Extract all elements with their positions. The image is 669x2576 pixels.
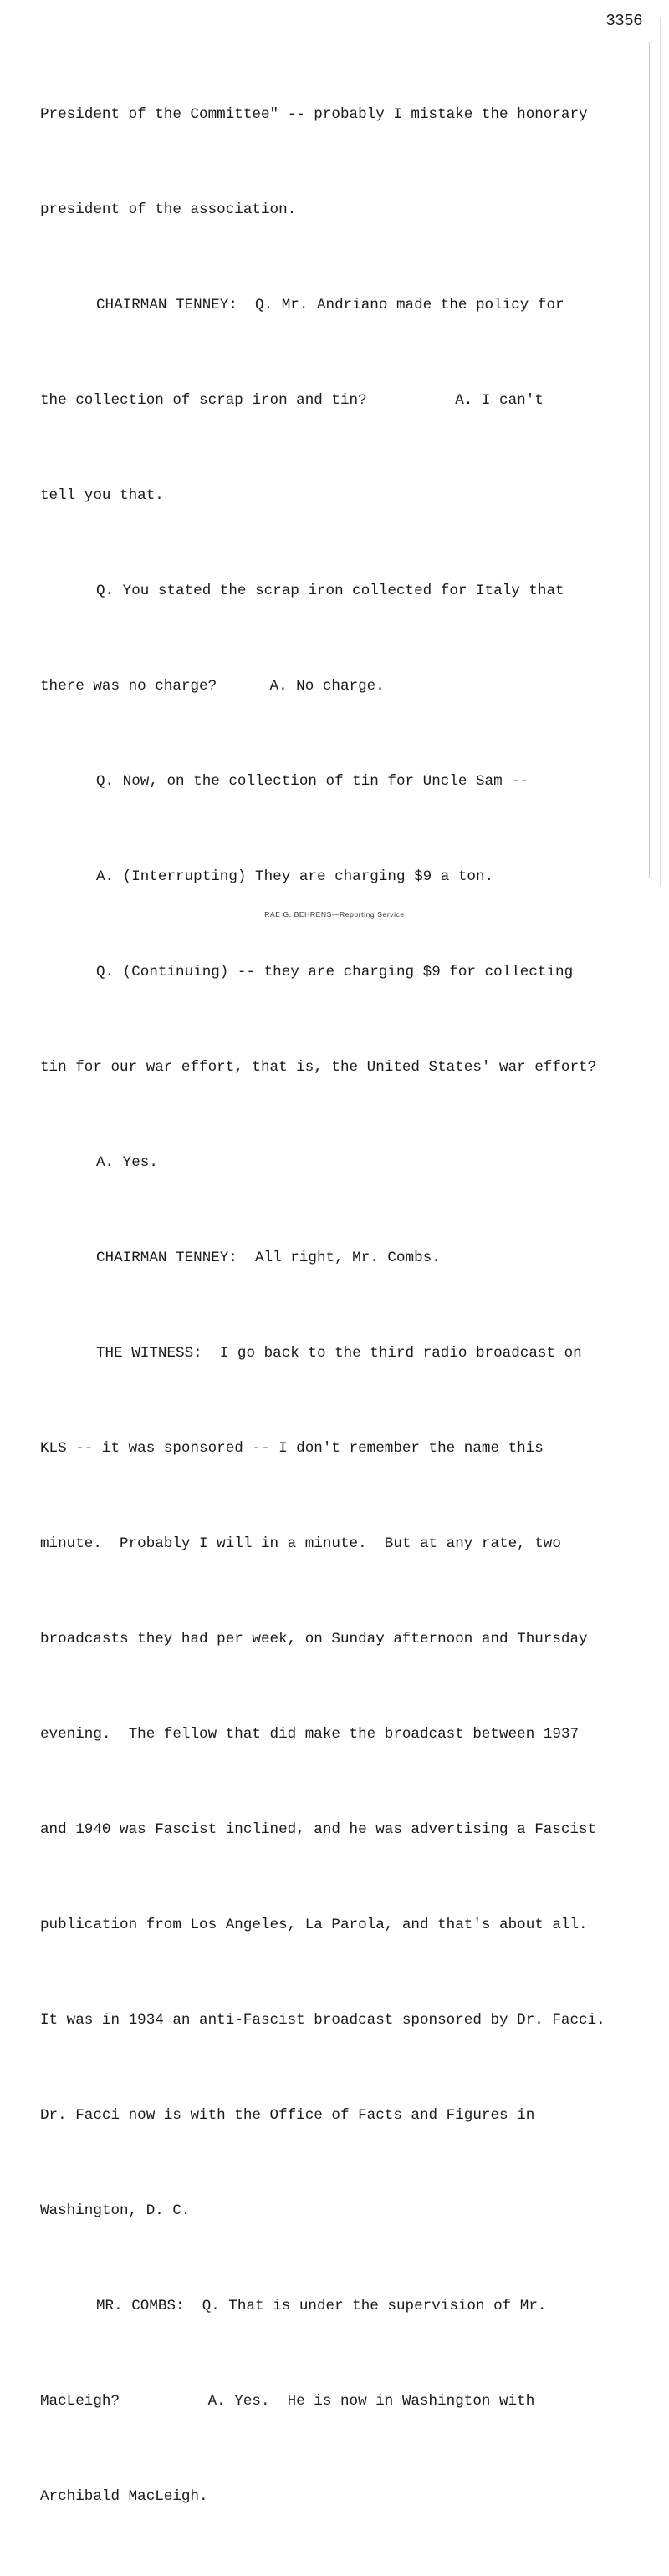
transcript-line: Washington, D. C. <box>40 2202 191 2219</box>
transcript-line: THE WITNESS: I go back to the third radio broadcast on <box>96 1345 582 1362</box>
transcript-line: It was in 1934 an anti-Fascist broadcast sponsored by Dr. Facci. <box>40 2012 605 2029</box>
transcript-line: there was no charge? A. No charge. <box>40 678 385 695</box>
transcript-line: and 1940 was Fascist inclined, and he was advertising a Fascist <box>40 1821 597 1838</box>
margin-rule-outer <box>660 17 661 886</box>
transcript-line: Archibald MacLeigh. <box>40 2488 208 2505</box>
transcript-line: minute. Probably I will in a minute. But at any rate, two <box>40 1535 561 1552</box>
transcript-line: President of the Committee" -- probably I mistake the honorary <box>40 106 588 123</box>
transcript-line: Q. You stated the scrap iron collected for Italy that <box>96 583 564 599</box>
transcript-line: A. (Interrupting) They are charging $9 a ton. <box>96 868 494 885</box>
transcript-body <box>40 35 651 2576</box>
transcript-line: Dr. Facci now is with the Office of Facts and Figures in <box>40 2107 535 2124</box>
transcript-line: Q. (Continuing) -- they are charging $9 for collecting <box>96 964 574 980</box>
transcript-line: MacLeigh? A. Yes. He is now in Washington with <box>40 2393 535 2410</box>
transcript-line: tin for our war effort, that is, the United States' war effort? <box>40 1059 597 1076</box>
transcript-line: publication from Los Angeles, La Parola, and that's about all. <box>40 1917 588 1933</box>
transcript-line: CHAIRMAN TENNEY: All right, Mr. Combs. <box>96 1250 441 1266</box>
transcript-line: the collection of scrap iron and tin? A. I can't <box>40 392 544 409</box>
transcript-line: evening. The fellow that did make the broadcast between 1937 <box>40 1726 580 1743</box>
transcript-line: president of the association. <box>40 201 297 218</box>
transcript-line: Q. Now, on the collection of tin for Uncle Sam -- <box>96 773 529 790</box>
transcript-line: tell you that. <box>40 487 164 504</box>
transcript-line: broadcasts they had per week, on Sunday afternoon and Thursday <box>40 1631 588 1647</box>
transcript-line: A. Yes. <box>96 1154 158 1171</box>
reporting-service-footer: RAE G. BEHRENS—Reporting Service <box>264 910 405 919</box>
transcript-line: CHAIRMAN TENNEY: Q. Mr. Andriano made the policy for <box>96 297 564 313</box>
transcript-line: MR. COMBS: Q. That is under the supervision of Mr. <box>96 2298 547 2314</box>
page-number: 3356 <box>605 12 642 30</box>
transcript-line: KLS -- it was sponsored -- I don't remember the name this <box>40 1440 544 1457</box>
